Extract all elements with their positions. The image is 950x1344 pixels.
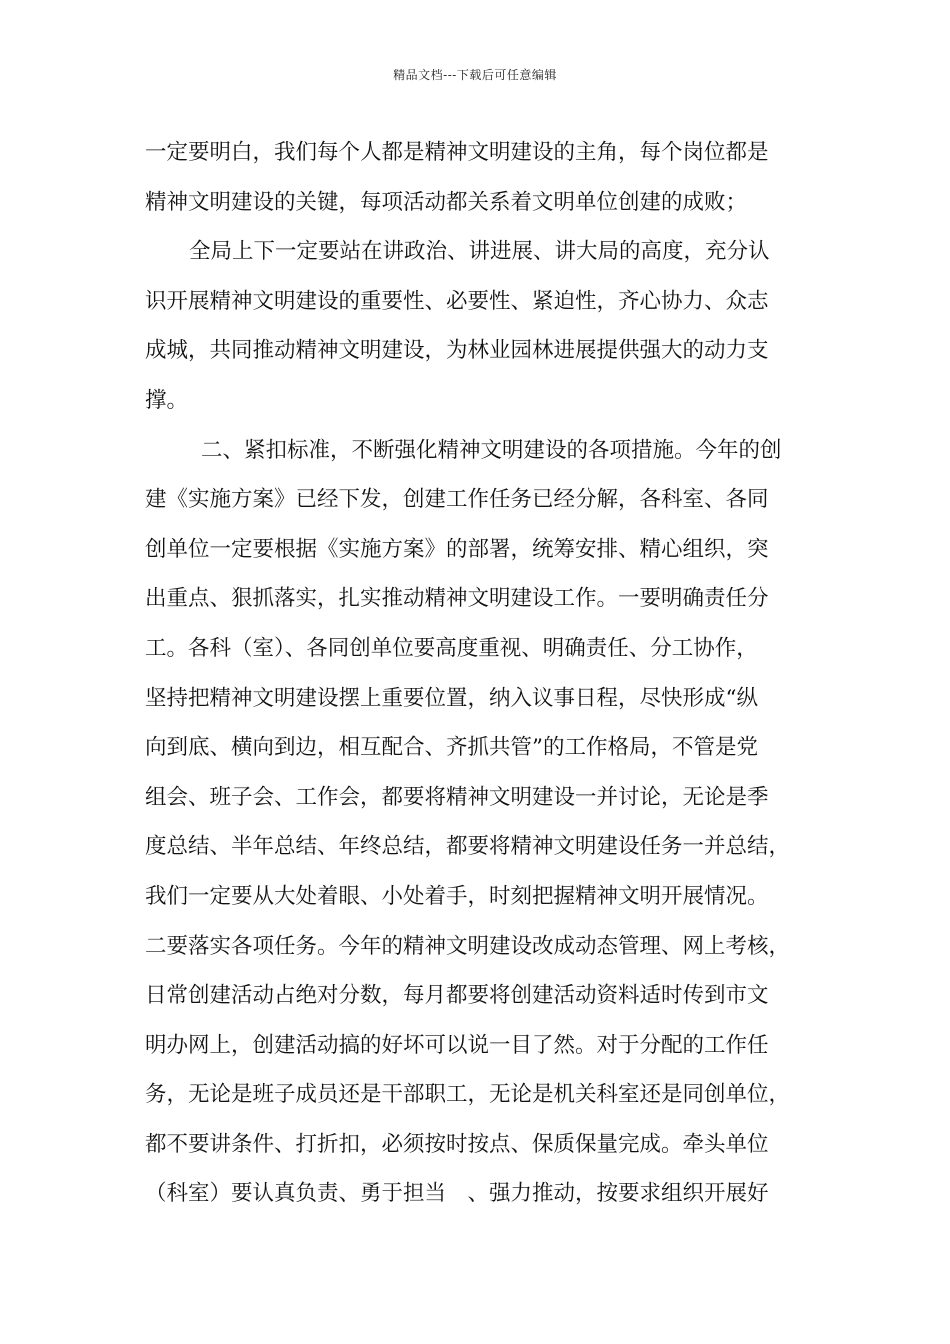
text-line: 坚持把精神文明建设摆上重要位置，纳入议事日程，尽快形成“纵 — [145, 685, 758, 711]
paragraph-start-line: 全局上下一定要站在讲政治、讲进展、讲大局的高度，充分认 — [189, 239, 770, 265]
text-line: 出重点、狠抓落实，扎实推动精神文明建设工作。一要明确责任分 — [145, 586, 769, 612]
text-line: 二要落实各项任务。今年的精神文明建设改成动态管理、网上考核， — [145, 933, 791, 959]
text-line: 明办网上，创建活动搞的好坏可以说一目了然。对于分配的工作任 — [145, 1032, 769, 1058]
text-line: 一定要明白，我们每个人都是精神文明建设的主角，每个岗位都是 — [145, 140, 769, 165]
text-line: （科室）要认真负责、勇于担当 、强力推动，按要求组织开展好 — [145, 1181, 769, 1207]
text-line: 务，无论是班子成员还是干部职工，无论是机关科室还是同创单位， — [145, 1082, 791, 1108]
text-line: 都不要讲条件、打折扣，必须按时按点、保质保量完成。牵头单位 — [145, 1131, 769, 1157]
document-body — [145, 128, 810, 1219]
text-line: 建《实施方案》已经下发，创建工作任务已经分解，各科室、各同 — [145, 487, 769, 513]
section-heading-line: 二、紧扣标准，不断强化精神文明建设的各项措施。今年的创 — [201, 437, 782, 463]
text-line: 度总结、半年总结、年终总结，都要将精神文明建设任务一并总结， — [145, 834, 791, 860]
text-line: 创单位一定要根据《实施方案》的部署，统筹安排、精心组织，突 — [145, 536, 769, 562]
text-line: 工。各科（室）、各同创单位要高度重视、明确责任、分工协作， — [145, 635, 758, 661]
text-line: 成城，共同推动精神文明建设，为林业园林进展提供强大的动力支 — [145, 338, 769, 364]
text-line: 组会、班子会、工作会，都要将精神文明建设一并讨论，无论是季 — [145, 784, 769, 810]
text-line: 识开展精神文明建设的重要性、必要性、紧迫性，齐心协力、众志 — [145, 288, 769, 314]
text-line: 日常创建活动占绝对分数，每月都要将创建活动资料适时传到市文 — [145, 983, 769, 1009]
text-line: 精神文明建设的关键，每项活动都关系着文明单位创建的成败； — [145, 189, 748, 215]
text-line: 我们一定要从大处着眼、小处着手，时刻把握精神文明开展情况。 — [145, 883, 769, 909]
text-line: 撑。 — [145, 387, 189, 413]
text-line: 向到底、横向到边，相互配合、齐抓共管”的工作格局，不管是党 — [145, 735, 758, 761]
page-header: 精品文档---下载后可任意编辑 — [393, 68, 557, 82]
